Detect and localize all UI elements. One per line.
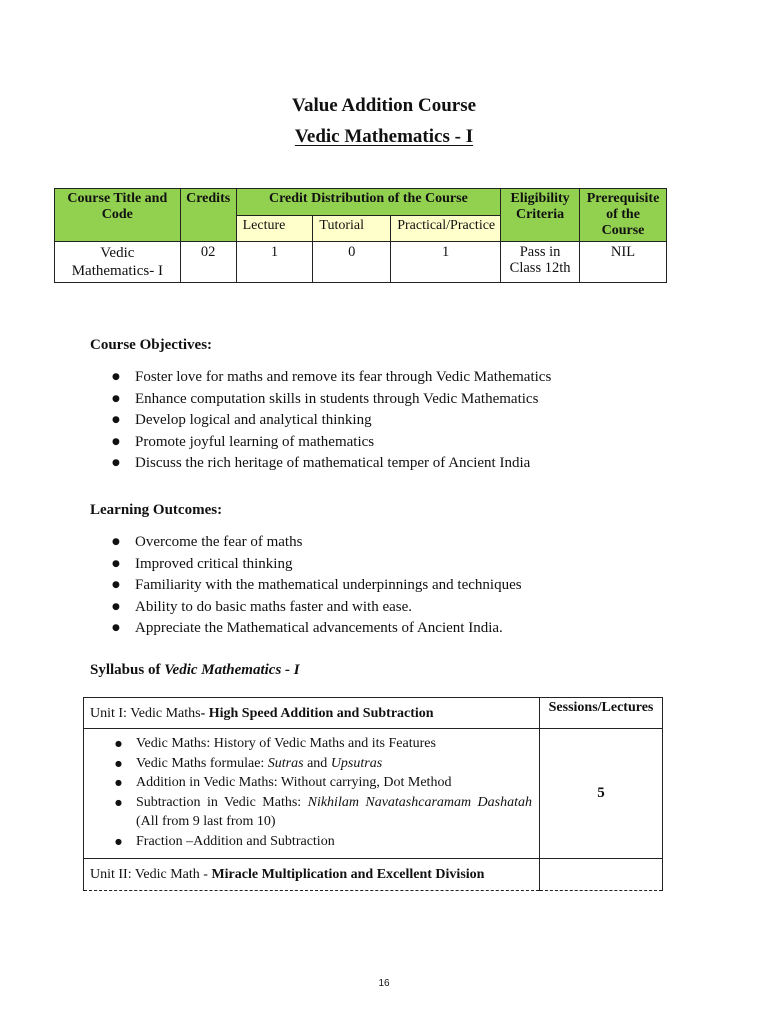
objectives-heading: Course Objectives: bbox=[90, 337, 213, 353]
header-lecture: Lecture bbox=[236, 215, 313, 242]
list-item: ● Subtraction in Vedic Maths: Nikhilam Navatashcaramam Dashatah (All from 9 last from 10) bbox=[105, 793, 532, 832]
header-prerequisite: Prerequisite of the Course bbox=[580, 189, 667, 242]
cell-tutorial: 0 bbox=[313, 242, 391, 283]
list-item: ● Familiarity with the mathematical underpinnings and techniques bbox=[90, 575, 522, 597]
unit-1-topics bbox=[84, 729, 540, 859]
list-item: ● Vedic Maths: History of Vedic Maths and its Features bbox=[105, 734, 532, 754]
header-credits: Credits bbox=[180, 189, 236, 242]
page-title: Value Addition Course bbox=[291, 95, 477, 116]
cell-lecture: 1 bbox=[236, 242, 313, 283]
list-item: ● Discuss the rich heritage of mathematical temper of Ancient India bbox=[90, 453, 551, 475]
list-item: ● Improved critical thinking bbox=[90, 554, 522, 576]
header-eligibility: Eligibility Criteria bbox=[501, 189, 580, 242]
list-item: ● Ability to do basic maths faster and with ease. bbox=[90, 597, 522, 619]
list-item: ● Addition in Vedic Maths: Without carrying, Dot Method bbox=[105, 773, 532, 793]
list-item: ● Enhance computation skills in students through Vedic Mathematics bbox=[90, 389, 551, 411]
header-credit-distribution: Credit Distribution of the Course bbox=[236, 189, 501, 216]
cell-course-title: Vedic Mathematics- I bbox=[55, 242, 181, 283]
unit-2-sessions bbox=[540, 859, 663, 891]
cell-eligibility: Pass in Class 12th bbox=[501, 242, 580, 283]
cell-practical: 1 bbox=[391, 242, 501, 283]
header-practical: Practical/Practice bbox=[391, 215, 501, 242]
header-title-code: Course Title and Code bbox=[55, 189, 181, 242]
list-item: ● Promote joyful learning of mathematics bbox=[90, 432, 551, 454]
unit-2-title: Unit II: Vedic Math - Miracle Multiplication and Excellent Division bbox=[84, 859, 540, 891]
sessions-header: Sessions/Lectures bbox=[540, 698, 663, 729]
outcomes-heading: Learning Outcomes: bbox=[90, 502, 223, 518]
list-item: ● Appreciate the Mathematical advancements of Ancient India. bbox=[90, 618, 522, 640]
course-details-table bbox=[54, 188, 667, 283]
list-item: ● Vedic Maths formulae: Sutras and Upsutras bbox=[105, 754, 532, 774]
outcomes-list bbox=[90, 532, 522, 640]
header-tutorial: Tutorial bbox=[313, 215, 391, 242]
list-item: ● Overcome the fear of maths bbox=[90, 532, 522, 554]
syllabus-table bbox=[83, 697, 663, 891]
list-item: ● Fraction –Addition and Subtraction bbox=[105, 832, 532, 852]
syllabus-heading: Syllabus of Vedic Mathematics - I bbox=[90, 662, 300, 678]
cell-credits: 02 bbox=[180, 242, 236, 283]
course-subtitle: Vedic Mathematics - I bbox=[294, 126, 474, 147]
cell-prerequisite: NIL bbox=[580, 242, 667, 283]
list-item: ● Foster love for maths and remove its fear through Vedic Mathematics bbox=[90, 367, 551, 389]
list-item: ● Develop logical and analytical thinking bbox=[90, 410, 551, 432]
unit-1-sessions: 5 bbox=[540, 729, 663, 859]
objectives-list bbox=[90, 367, 551, 475]
unit-1-title: Unit I: Vedic Maths- High Speed Addition and Subtraction bbox=[84, 698, 540, 729]
page-number: 16 bbox=[378, 978, 390, 989]
